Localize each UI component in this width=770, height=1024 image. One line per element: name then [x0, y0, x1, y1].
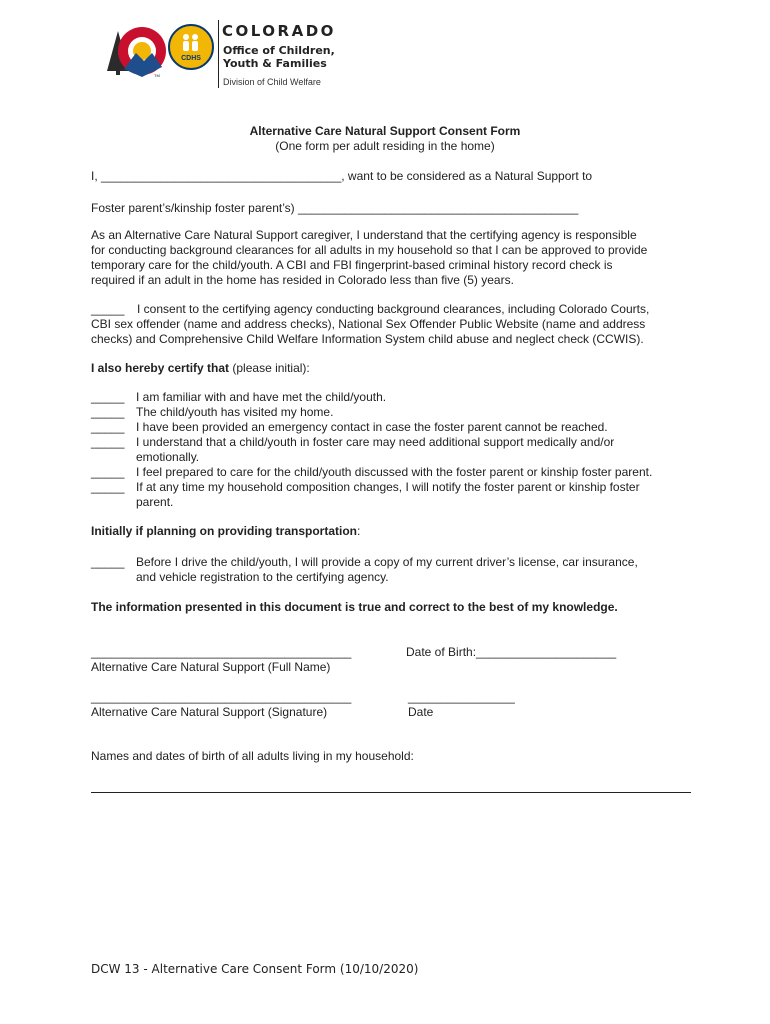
certify-heading-rest: (please initial): — [229, 361, 310, 375]
checklist-item: I understand that a child/youth in foster care may need additional support medically and/or — [136, 435, 615, 449]
cdhs-label: CDHS — [181, 55, 201, 62]
intro-line-1[interactable]: I, ____________________________________, want to be considered as a Natural Support to — [91, 169, 593, 183]
initial-blank[interactable]: _____ — [91, 420, 125, 434]
para1-line: for conducting background clearances for all adults in my household so that I can be approved to provide — [91, 243, 648, 257]
initial-blank[interactable]: _____ — [91, 390, 125, 404]
transport-heading-rest: : — [357, 524, 361, 538]
consent-line: checks) and Comprehensive Child Welfare Information System child abuse and neglect check (CCWIS). — [91, 332, 644, 346]
signature-line[interactable]: _______________________________________ — [91, 690, 352, 704]
checklist-item: If at any time my household composition changes, I will notify the foster parent or kinship foster — [136, 480, 640, 494]
full-name-label: Alternative Care Natural Support (Full Name) — [91, 660, 331, 674]
date-line[interactable]: ________________ — [408, 690, 515, 704]
date-of-birth-field[interactable]: Date of Birth:_____________________ — [406, 645, 617, 659]
household-prompt: Names and dates of birth of all adults living in my household: — [91, 749, 414, 763]
transport-heading-bold: Initially if planning on providing transportation — [91, 524, 357, 538]
attestation-statement: The information presented in this document is true and correct to the best of my knowledge. — [91, 600, 618, 614]
transport-line: and vehicle registration to the certifying agency. — [136, 570, 389, 584]
full-name-line[interactable]: _______________________________________ — [91, 645, 352, 659]
checklist-item: The child/youth has visited my home. — [136, 405, 334, 419]
checklist-item: I have been provided an emergency contact in case the foster parent cannot be reached. — [136, 420, 608, 434]
transport-heading — [91, 524, 360, 539]
trademark-mark: TM — [154, 73, 160, 78]
transport-initial-blank[interactable]: _____ — [91, 555, 125, 569]
signature-label: Alternative Care Natural Support (Signature) — [91, 705, 328, 719]
form-subtitle: (One form per adult residing in the home) — [275, 139, 495, 153]
consent-line: CBI sex offender (name and address checks), National Sex Offender Public Website (name and address — [91, 317, 646, 331]
form-footer: DCW 13 - Alternative Care Consent Form (10/10/2020) — [91, 962, 419, 976]
initial-blank[interactable]: _____ — [91, 480, 125, 494]
checklist-item: I am familiar with and have met the child/youth. — [136, 390, 387, 404]
consent-line: I consent to the certifying agency conducting background clearances, including Colorado Courts, — [137, 302, 650, 316]
family-icon — [176, 32, 206, 54]
intro-line-2[interactable]: Foster parent’s/kinship foster parent’s) __________________________________________ — [91, 201, 579, 215]
agency-logo — [104, 20, 364, 90]
colorado-c-logo-icon — [104, 23, 170, 79]
cdhs-badge — [168, 24, 214, 70]
initial-blank[interactable]: _____ — [91, 435, 125, 449]
transport-line: Before I drive the child/youth, I will provide a copy of my current driver’s license, car insurance, — [136, 555, 638, 569]
checklist-item-continued: emotionally. — [136, 450, 200, 464]
office-name — [223, 44, 335, 70]
initial-blank[interactable]: _____ — [91, 465, 125, 479]
certify-heading-bold: I also hereby certify that — [91, 361, 230, 375]
para1-line: As an Alternative Care Natural Support caregiver, I understand that the certifying agency is responsible — [91, 228, 637, 242]
form-title: Alternative Care Natural Support Consent Form — [249, 124, 521, 138]
initial-blank[interactable]: _____ — [91, 405, 125, 419]
state-wordmark: COLORADO — [222, 22, 336, 40]
division-name: Division of Child Welfare — [223, 77, 321, 87]
certify-heading — [91, 361, 310, 376]
office-line-2: Youth & Families — [223, 57, 327, 70]
para1-line: temporary care for the child/youth. A CBI and FBI fingerprint-based criminal history record check is — [91, 258, 613, 272]
checklist-item: I feel prepared to care for the child/youth discussed with the foster parent or kinship foster parent. — [136, 465, 653, 479]
checklist-item-continued: parent. — [136, 495, 174, 509]
date-label: Date — [408, 705, 434, 719]
household-entry-line[interactable] — [91, 792, 691, 793]
consent-initial-blank[interactable]: _____ — [91, 302, 125, 316]
para1-line: required if an adult in the home has resided in Colorado less than five (5) years. — [91, 273, 514, 287]
office-line-1: Office of Children, — [223, 44, 335, 57]
logo-divider — [218, 20, 219, 88]
